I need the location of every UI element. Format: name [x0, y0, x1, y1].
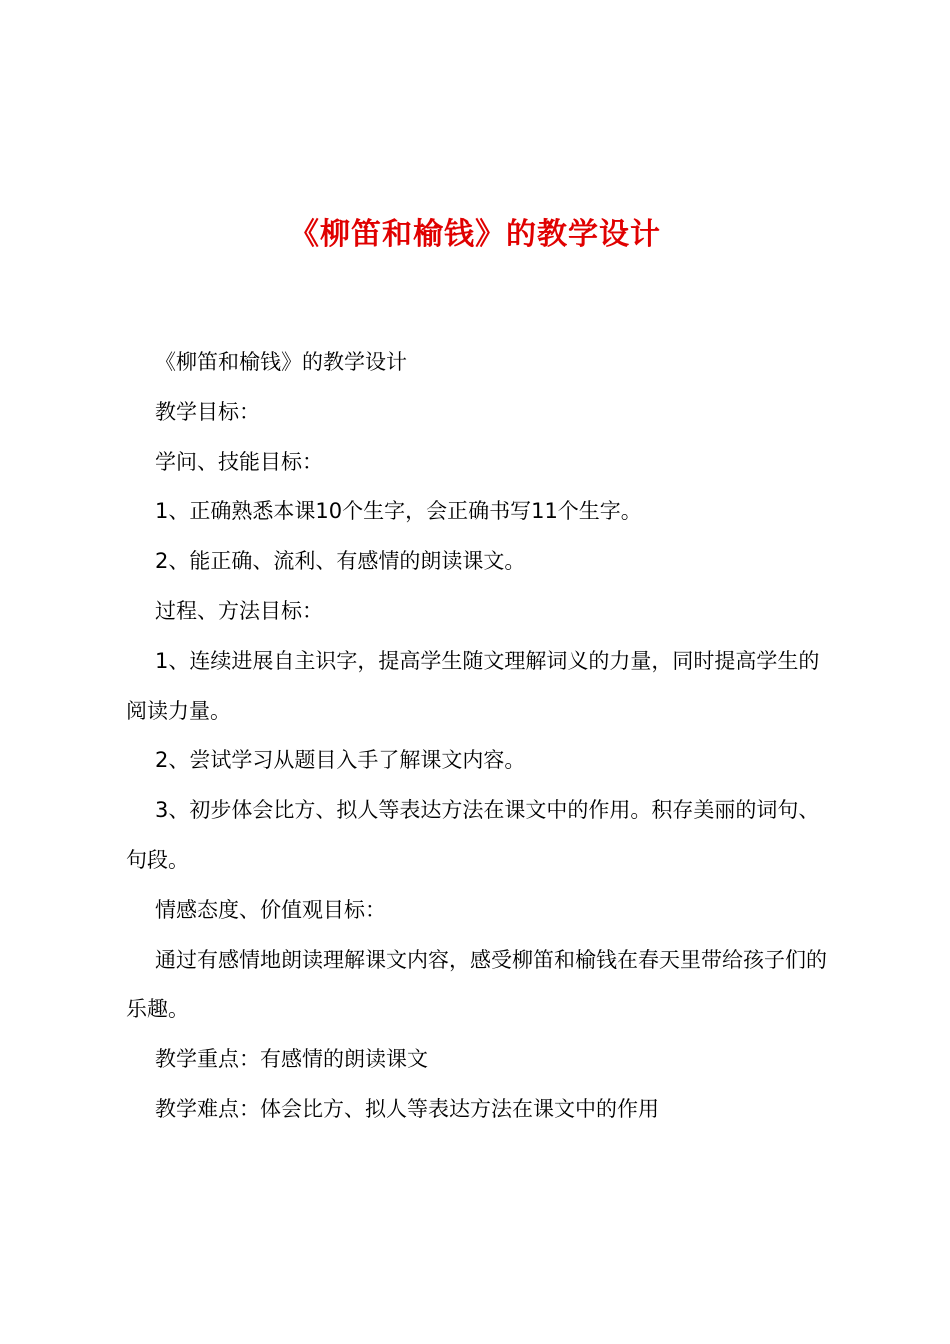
document-body: [126, 338, 834, 1135]
document-title: 《柳笛和榆钱》的教学设计: [289, 217, 661, 252]
paragraph-teaching-difficulty: 教学难点：体会比方、拟人等表达方法在课文中的作用: [155, 1096, 659, 1121]
paragraph-process-goal-1: 1、连续进展自主识字，提高学生随文理解词义的力量，同时提高学生的阅读力量。: [126, 648, 820, 723]
paragraph-teaching-goals: 教学目标：: [155, 399, 260, 424]
paragraph-process-goal-3: 3、初步体会比方、拟人等表达方法在课文中的作用。积存美丽的词句、句段。: [126, 798, 820, 872]
paragraph-emotion-value-goals: 情感态度、价值观目标：: [155, 897, 386, 922]
paragraph-goal-1: 1、正确熟悉本课10个生字，会正确书写11个生字。: [155, 499, 642, 524]
paragraph-goal-2: 2、能正确、流利、有感情的朗读课文。: [155, 549, 526, 574]
paragraph-process-goal-2: 2、尝试学习从题目入手了解课文内容。: [155, 748, 526, 773]
paragraph-emotion-goal: 通过有感情地朗读理解课文内容，感受柳笛和榆钱在春天里带给孩子们的乐趣。: [126, 947, 827, 1022]
paragraph-knowledge-skill-goals: 学问、技能目标：: [155, 449, 323, 474]
paragraph-process-method-goals: 过程、方法目标：: [155, 598, 323, 623]
paragraph-subtitle: 《柳笛和榆钱》的教学设计: [155, 350, 407, 374]
paragraph-teaching-focus: 教学重点：有感情的朗读课文: [155, 1047, 428, 1072]
